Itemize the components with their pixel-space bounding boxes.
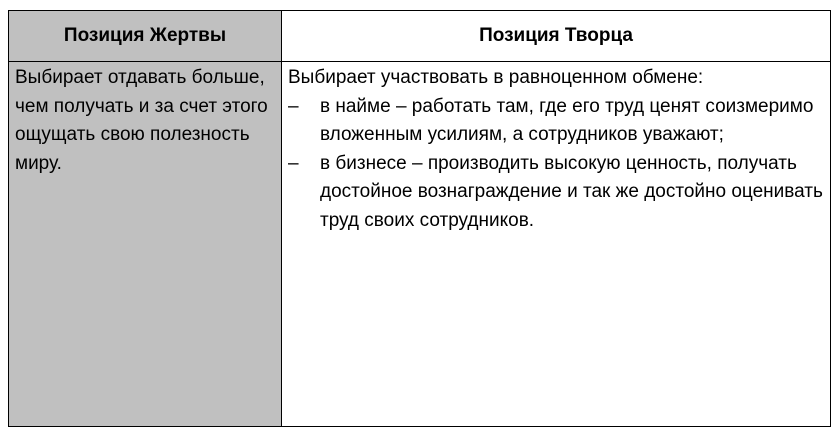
table-header-row <box>9 11 831 62</box>
victim-position-cell <box>9 62 282 427</box>
creator-position-cell <box>282 62 831 427</box>
list-item <box>288 150 824 236</box>
bullet-dash: – <box>288 152 299 174</box>
bullet-dash: – <box>288 95 299 117</box>
table-row <box>9 62 831 427</box>
list-item-text: в бизнесе – производить высокую ценность, получать достойное вознаграждение и так же достойно оценивать труд своих сотрудников. <box>320 152 823 231</box>
victim-position-text: Выбирает отдавать больше, чем получать и за счет этого ощущать свою полезность миру. <box>15 67 268 174</box>
list-item-text: в найме – работать там, где его труд ценят соизмеримо вложенным усилиям, а сотрудников уважают; <box>320 95 814 145</box>
creator-position-header: Позиция Творца <box>282 11 831 62</box>
creator-position-list <box>288 93 824 236</box>
list-item <box>288 93 824 150</box>
comparison-table <box>8 10 831 427</box>
victim-position-header: Позиция Жертвы <box>9 11 282 62</box>
creator-position-intro: Выбирает участвовать в равноценном обмене: <box>288 67 704 88</box>
